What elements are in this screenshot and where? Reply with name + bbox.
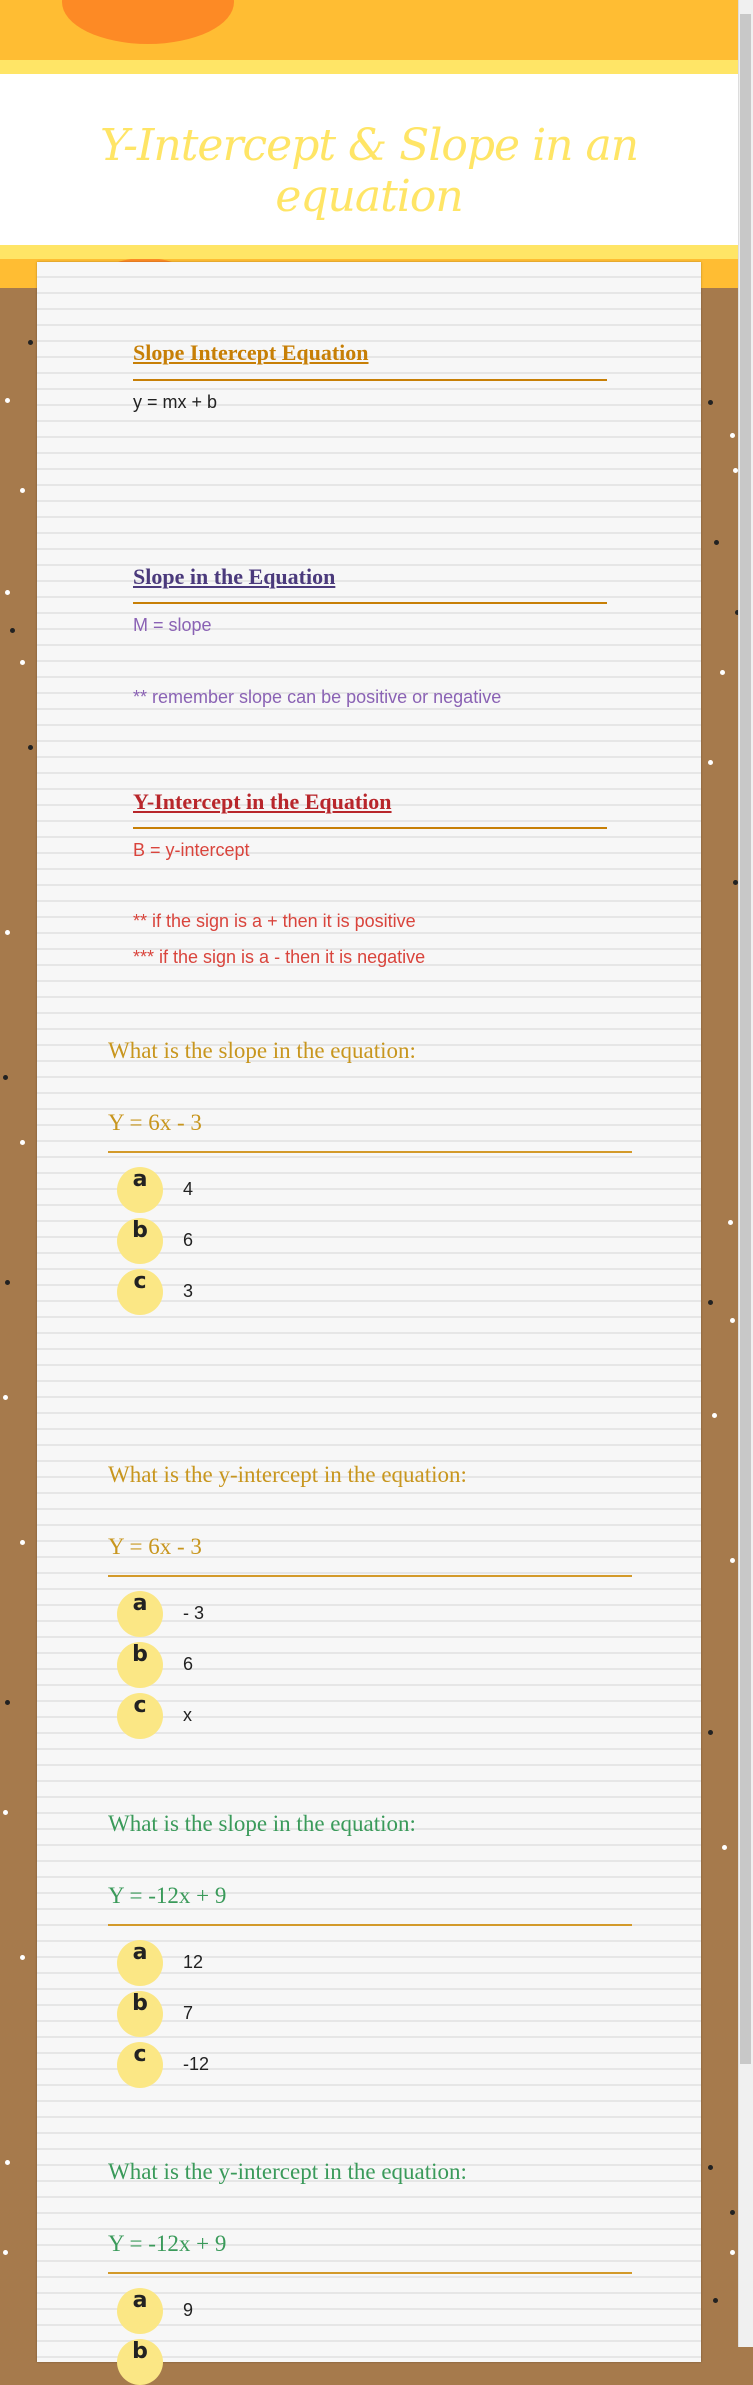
header-stripe <box>0 245 738 259</box>
option-c-button[interactable]: c <box>117 1269 163 1315</box>
section-text: *** if the sign is a - then it is negative <box>133 947 426 967</box>
option-b-button[interactable]: b <box>117 1642 163 1688</box>
decorative-dot <box>730 1318 735 1323</box>
question-text: What is the y-intercept in the equation: <box>108 1462 467 1487</box>
decorative-dot <box>20 660 25 665</box>
option-a-button[interactable]: a <box>117 1167 163 1213</box>
decorative-dot <box>712 1413 717 1418</box>
option-value[interactable]: 6 <box>183 1654 194 1674</box>
option-value[interactable]: 6 <box>183 1230 194 1250</box>
scrollbar[interactable] <box>738 0 753 2347</box>
decorative-dot <box>720 670 725 675</box>
divider <box>108 1575 632 1577</box>
decorative-dot <box>28 340 33 345</box>
section-heading: Y-Intercept in the Equation <box>133 789 392 814</box>
option-a-button[interactable]: a <box>117 2288 163 2334</box>
option-c-button[interactable]: c <box>117 1693 163 1739</box>
option-value[interactable]: -12 <box>183 2054 210 2074</box>
decorative-dot <box>730 2250 735 2255</box>
decorative-dot <box>3 1395 8 1400</box>
decorative-dot <box>708 2165 713 2170</box>
decorative-dot <box>728 1220 733 1225</box>
option-value[interactable]: 12 <box>183 1952 204 1972</box>
decorative-dot <box>730 433 735 438</box>
decorative-dot <box>708 1730 713 1735</box>
option-c-button[interactable]: c <box>117 2042 163 2088</box>
decorative-blob <box>62 0 234 44</box>
divider <box>108 1924 632 1926</box>
decorative-dot <box>730 2210 735 2215</box>
section-text: ** if the sign is a + then it is positive <box>133 911 416 931</box>
section-text: ** remember slope can be positive or negative <box>133 687 502 707</box>
decorative-dot <box>714 540 719 545</box>
divider <box>133 827 607 829</box>
section-text: M = slope <box>133 615 212 635</box>
section-text: B = y-intercept <box>133 840 250 860</box>
question-text: What is the slope in the equation: <box>108 1811 416 1836</box>
decorative-dot <box>28 745 33 750</box>
decorative-dot <box>5 1280 10 1285</box>
decorative-dot <box>708 760 713 765</box>
decorative-dot <box>708 1300 713 1305</box>
section-text: y = mx + b <box>133 392 218 412</box>
option-value[interactable]: 4 <box>183 1179 194 1199</box>
decorative-dot <box>5 1700 10 1705</box>
divider <box>133 602 607 604</box>
decorative-dot <box>5 2160 10 2165</box>
equation-text: Y = 6x - 3 <box>108 1534 202 1559</box>
section-heading: Slope in the Equation <box>133 564 336 589</box>
decorative-dot <box>730 1558 735 1563</box>
section-heading: Slope Intercept Equation <box>133 340 369 365</box>
option-b-button[interactable]: b <box>117 2339 163 2385</box>
decorative-dot <box>20 1140 25 1145</box>
decorative-dot <box>3 1075 8 1080</box>
equation-text: Y = 6x - 3 <box>108 1110 202 1135</box>
decorative-dot <box>20 1955 25 1960</box>
equation-text: Y = -12x + 9 <box>108 2231 227 2256</box>
decorative-dot <box>20 488 25 493</box>
decorative-dot <box>20 1540 25 1545</box>
page-title: Y-Intercept & Slope in an equation <box>99 120 639 222</box>
option-b-button[interactable]: b <box>117 1991 163 2037</box>
option-value[interactable]: - 3 <box>183 1603 205 1623</box>
decorative-dot <box>713 2298 718 2303</box>
decorative-dot <box>3 2250 8 2255</box>
option-value[interactable]: x <box>183 1705 192 1725</box>
header-stripe <box>0 60 738 74</box>
option-b-button[interactable]: b <box>117 1218 163 1264</box>
decorative-dot <box>722 1845 727 1850</box>
option-value[interactable]: 3 <box>183 1281 194 1301</box>
question-text: What is the slope in the equation: <box>108 1038 416 1063</box>
decorative-dot <box>5 398 10 403</box>
divider <box>133 379 607 381</box>
option-a-button[interactable]: a <box>117 1940 163 1986</box>
decorative-dot <box>3 1810 8 1815</box>
decorative-dot <box>5 930 10 935</box>
option-value[interactable]: 9 <box>183 2300 194 2320</box>
decorative-dot <box>10 628 15 633</box>
divider <box>108 2272 632 2274</box>
decorative-dot <box>708 400 713 405</box>
option-a-button[interactable]: a <box>117 1591 163 1637</box>
divider <box>108 1151 632 1153</box>
decorative-dot <box>5 590 10 595</box>
scrollbar-thumb[interactable] <box>740 14 751 2064</box>
question-text: What is the y-intercept in the equation: <box>108 2159 467 2184</box>
equation-text: Y = -12x + 9 <box>108 1883 227 1908</box>
option-value[interactable]: 7 <box>183 2003 194 2023</box>
